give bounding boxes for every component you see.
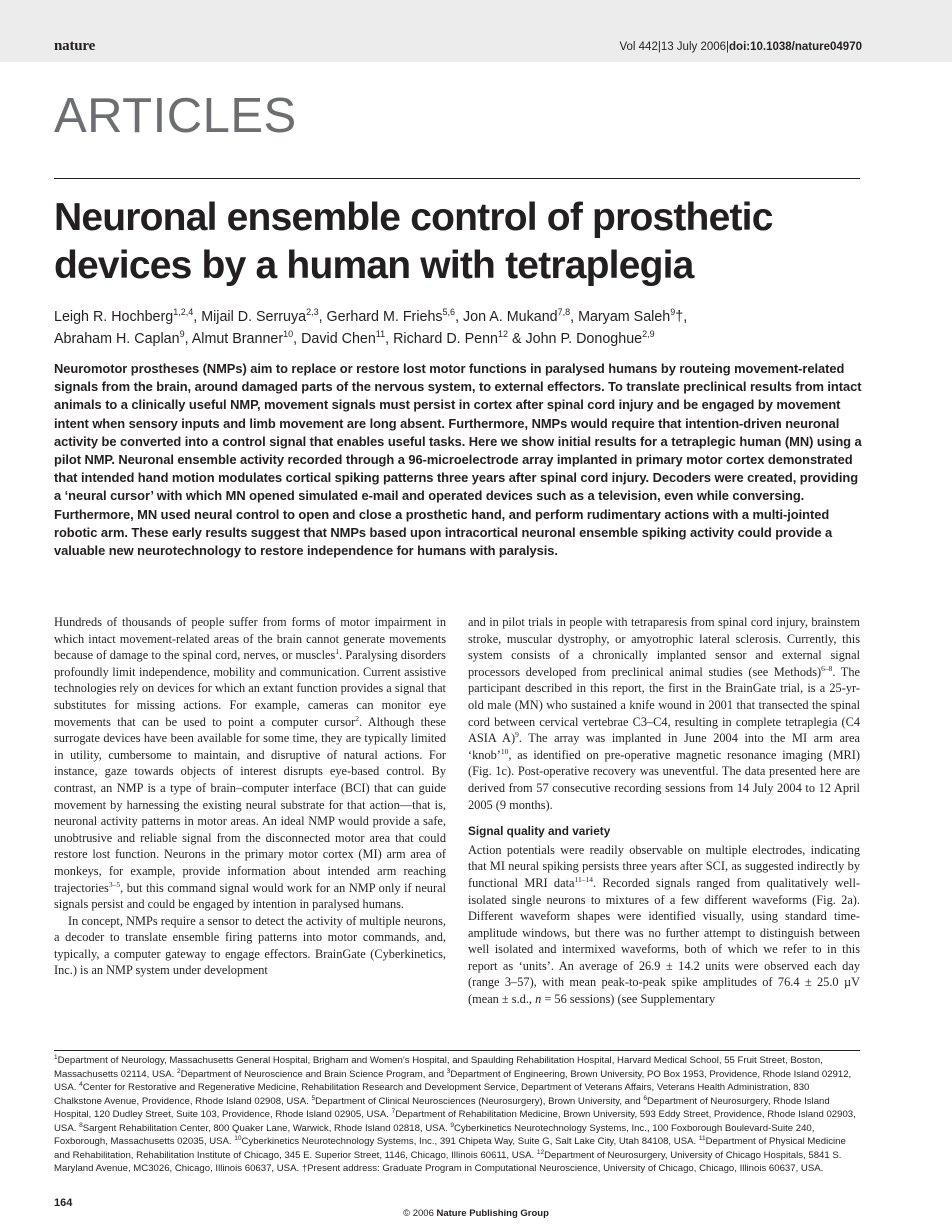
author-affiliation-ref: 9	[670, 307, 676, 318]
doi-link[interactable]: doi:10.1038/nature04970	[729, 41, 862, 53]
citation-ref: 4	[79, 1080, 83, 1088]
body-column-right	[468, 614, 860, 1008]
citation-ref: 8	[79, 1121, 83, 1129]
author-affiliation-ref: 2,9	[642, 329, 655, 340]
volume-date: Vol 442|13 July 2006|	[619, 41, 730, 53]
author-name: Almut Branner	[191, 331, 284, 347]
author-name: Richard D. Penn	[393, 331, 498, 347]
author-name: David Chen	[301, 331, 376, 347]
body-paragraph: Hundreds of thousands of people suffer from forms of motor impairment in which intact movement-related areas of the brain cannot generate movements because of damage to the spinal cord, nerves, or muscles$^1$. Paralysing disorders profoundly limit independence, mobility and communication. Current assistive technologies rely on devices for which an extant function provides a signal that substitutes for missing actions. For example, cameras can monitor eye movements that can be used to point a computer cursor$^2$. Although these surrogate devices have been available for some time, they are typically limited in utility, cumbersome to maintain, and disruptive of natural actions. For instance, gaze towards objects of interest disrupts eye-based control. By contrast, an NMP is a type of brain–computer interface (BCI) that can guide movement by harnessing the existing neural substrate for that action—that is, neuronal activity patterns in motor areas. An ideal NMP would provide a safe, unobtrusive and reliable signal from the disconnected motor area that could restore lost function. Neurons in the primary motor cortex (MI) arm area of monkeys, for example, provide information about intended arm reaching trajectories$^{3-5}$, but this command signal would work for an NMP only if neural signals persist and could be engaged by intention in paralysed humans.	[54, 615, 446, 912]
citation-ref: 1	[54, 1053, 58, 1061]
author-affiliation-ref: 12	[498, 329, 509, 340]
author-name: Maryam Saleh	[578, 309, 671, 325]
citation-ref: 7	[391, 1107, 396, 1115]
affiliations-divider	[54, 1050, 860, 1051]
citation-ref: 12	[536, 1148, 545, 1156]
citation-ref: 10	[234, 1134, 242, 1142]
author-name: John P. Donoghue	[525, 331, 643, 347]
section-label: ARTICLES	[54, 89, 297, 143]
citation-ref: 5	[311, 1094, 316, 1102]
article-title: Neuronal ensemble control of prosthetic devices by a human with tetraplegia	[54, 196, 773, 287]
italic-symbol: n	[535, 992, 542, 1007]
citation-ref: 6–8	[821, 663, 833, 673]
author-name: Abraham H. Caplan	[54, 331, 180, 347]
title-divider	[54, 178, 860, 179]
abstract: Neuromotor prostheses (NMPs) aim to replace or restore lost motor functions in paralysed humans by routeing movement-related signals from the brain, around damaged parts of the nervous system, to external effectors. To translate preclinical results from intact animals to a clinically useful NMP, movement signals must persist in cortex after spinal cord injury and be engaged by movement intent when sensory inputs and limb movement are long absent. Furthermore, NMPs would require that intention-driven neuronal activity be converted into a control signal that enables useful tasks. Here we show initial results for a tetraplegic human (MN) using a pilot NMP. Neuronal ensemble activity recorded through a 96-microelectrode array implanted in primary motor cortex demonstrated that intended hand motion modulates cortical spiking patterns three years after spinal cord injury. Decoders were created, providing a ‘neural cursor’ with which MN opened simulated e-mail and operated devices such as a television, even while conversing. Furthermore, MN used neural control to open and close a prosthetic hand, and perform rudimentary actions with a multi-jointed robotic arm. These early results suggest that NMPs based upon intracortical neuronal ensemble spiking activity could provide a valuable new neurotechnology to restore independence for humans with paralysis.	[54, 361, 862, 559]
author-affiliation-ref: 9	[179, 329, 185, 340]
citation-ref: 2	[355, 713, 360, 723]
author-name: Mijail D. Serruya	[201, 309, 307, 325]
publisher-name: Nature Publishing Group	[436, 1208, 549, 1219]
author-affiliation-ref: 2,3	[306, 307, 319, 318]
journal-name: nature	[54, 38, 96, 54]
author-affiliation-ref: 5,6	[442, 307, 456, 318]
citation-ref: 3–5	[108, 879, 121, 889]
citation-ref: 6	[643, 1094, 647, 1102]
citation	[619, 41, 862, 53]
author-list: Leigh R. Hochberg$^{1,2,4}$, Mijail D. Serruya$^{2,3}$, Gerhard M. Friehs$^{5,6}$, Jon A. Mukand$^{7,8}$, Maryam Saleh$^9$†, Abraham H. Caplan$^9$, Almut Branner$^{10}$, David Chen$^{11}$, Richard D. Penn$^{12}$ & John P. Donoghue$^{2,9}$	[54, 307, 688, 347]
citation-ref: 11–14	[574, 874, 593, 884]
citation-ref: 11	[698, 1134, 706, 1142]
body-paragraph: and in pilot trials in people with tetraparesis from spinal cord injury, brainstem stroke, muscular dystrophy, or amyotrophic lateral sclerosis. Currently, this system consists of a chronically implanted sensor and external signal processors developed from preclinical animal studies (see Methods)$^{6-8}$. The participant described in this report, the first in the BrainGate trial, is a 25-yr-old male (MN) who sustained a knife wound in 2001 that transected the spinal cord between cervical vertebrae C3–C4, resulting in complete tetraplegia (C4 ASIA A)$^9$. The array was implanted in June 2004 into the MI arm area ‘knob’$^{10}$, as identified on pre-operative magnetic resonance imaging (MRI) (Fig. 1c). Post-operative recovery was uneventful. The data presented here are derived from 57 consecutive recording sessions from 14 July 2004 to 12 April 2005 (9 months).	[468, 615, 861, 812]
author-name: Leigh R. Hochberg	[54, 309, 174, 325]
copyright-prefix: © 2006	[403, 1208, 437, 1219]
citation-ref: 9	[515, 730, 519, 740]
citation-ref: 3	[446, 1067, 451, 1075]
author-affiliation-ref: 7,8	[557, 307, 571, 318]
body-paragraph: Action potentials were readily observable on multiple electrodes, indicating that MI neural spiking persists three years after SCI, as suggested indirectly by functional MRI data$^{11-14}$. Recorded signals ranged from qualitatively well-isolated single neurons to mixtures of a few different waveforms (Fig. 2a). Different waveform shapes were identified visually, using standard time-amplitude windows, but there was no further attempt to distinguish between well isolated and intermixed waveforms, both of which we refer to in this report as ‘units’. An average of 26.9 ± 14.2 units were observed each day (range 3–57), with mean peak-to-peak spike amplitudes of 76.4 ± 25.0 µV (mean ± s.d., n = 56 sessions) (see Supplementary	[468, 842, 860, 1007]
author-name: Jon A. Mukand	[463, 309, 558, 325]
section-heading: Signal quality and variety	[468, 824, 611, 839]
body-paragraph: In concept, NMPs require a sensor to detect the activity of multiple neurons, a decoder to translate ensemble firing patterns into motor commands, and, typically, a computer gateway to engage effectors. BrainGate (Cyberkinetics, Inc.) is an NMP system under development	[54, 913, 446, 978]
body-column-left	[54, 614, 446, 979]
author-affiliation-ref: 11	[375, 329, 386, 340]
citation-ref: 1	[335, 647, 340, 657]
author-affiliation-ref: 10	[283, 329, 294, 340]
page-number: 164	[54, 1197, 73, 1209]
copyright	[0, 1208, 952, 1219]
citation-ref: 10	[500, 746, 509, 756]
citation-ref: 9	[450, 1121, 454, 1129]
citation-ref: 2	[177, 1067, 181, 1075]
affiliations: $^1$Department of Neurology, Massachusetts General Hospital, Brigham and Women’s Hospital, and Spaulding Rehabilitation Hospital, Harvard Medical School, 55 Fruit Street, Boston, Massachusetts 02114, USA. $^2$Department of Neuroscience and Brain Science Program, and $^3$Department of Engineering, Brown University, PO Box 1953, Providence, Rhode Island 02912, USA. $^4$Center for Restorative and Regenerative Medicine, Rehabilitation Research and Development Service, Department of Veterans Affairs, Veterans Health Administration, 830 Chalkstone Avenue, Providence, Rhode Island 02908, USA. $^5$Department of Clinical Neurosciences (Neurosurgery), Brown University, and $^6$Department of Neurosurgery, Rhode Island Hospital, 120 Dudley Street, Suite 103, Providence, Rhode Island 02905, USA. $^7$Department of Rehabilitation Medicine, Brown University, 593 Eddy Street, Providence, Rhode Island 02903, USA. $^8$Sargent Rehabilitation Center, 800 Quaker Lane, Warwick, Rhode Island 02818, USA. $^9$Cyberkinetics Neurotechnology Systems, Inc., 100 Foxborough Boulevard-Suite 240, Foxborough, Massachusetts 02035, USA. $^{10}$Cyberkinetics Neurotechnology Systems, Inc., 391 Chipeta Way, Suite G, Salt Lake City, Utah 84108, USA. $^{11}$Department of Physical Medicine and Rehabilitation, Rehabilitation Institute of Chicago, 345 E. Superior Street, 1146, Chicago, Illinois 60611, USA. $^{12}$Department of Neurosurgery, University of Chicago Hospitals, 5841 S. Maryland Avenue, MC3026, Chicago, Illinois 60637, USA. †Present address: Graduate Program in Computational Neuroscience, University of Chicago, Chicago, Illinois 60637, USA.	[54, 1053, 856, 1174]
author-name: Gerhard M. Friehs	[326, 309, 443, 325]
author-affiliation-ref: 1,2,4	[173, 307, 194, 318]
